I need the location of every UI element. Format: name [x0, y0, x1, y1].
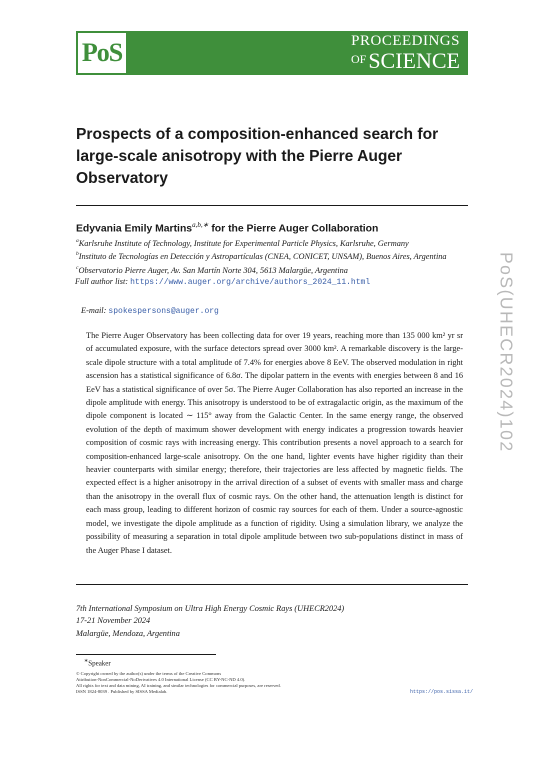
affiliation-mark: c [76, 264, 79, 271]
collaboration-name: for the Pierre Auger Collaboration [208, 223, 379, 235]
affiliation-c [76, 263, 471, 276]
author-name: Edyvania Emily Martins [76, 223, 193, 235]
footnote-text: Speaker [88, 659, 111, 668]
conference-info [76, 603, 344, 640]
title-rule-top [76, 205, 468, 206]
email-label: E-mail: [81, 306, 109, 315]
email-link[interactable]: spokespersons@auger.org [108, 307, 219, 316]
conference-name: 7th International Symposium on Ultra High Energy Cosmic Rays (UHECR2024) [76, 604, 345, 613]
of-science-line [351, 50, 460, 72]
pos-logo [78, 33, 126, 73]
footnote-rule [76, 654, 216, 655]
author-list-label: Full author list: [75, 276, 131, 286]
author-list-line [76, 276, 471, 289]
author-line [76, 221, 378, 234]
pos-logo-text: PoS [81, 38, 123, 67]
of-word: OF [350, 52, 367, 66]
pos-identifier [491, 222, 521, 482]
affiliation-mark: b [76, 251, 79, 258]
email-line [81, 306, 219, 316]
rights-line: All rights for text and data mining, AI training, and similar technologies for commercial purposes, are reserved. [76, 683, 281, 689]
issn-line: ISSN 1824-8039 . Published by SISSA Medialab. [76, 689, 168, 695]
pos-url-link[interactable]: https://pos.sissa.it/ [410, 689, 474, 695]
proceedings-of-science-wordmark [351, 34, 460, 72]
speaker-footnote [84, 658, 111, 667]
affiliation-a [76, 236, 471, 249]
pos-banner [76, 31, 468, 75]
pos-identifier-text: PoS(UHECR2024)102 [496, 251, 517, 453]
title-rule-bottom [76, 584, 468, 585]
affiliation-text: Observatorio Pierre Auger, Av. San Martín Norte 304, 5613 Malargüe, Argentina [78, 265, 348, 275]
affiliation-text: Instituto de Tecnologías en Detección y Astropartículas (CNEA, CONICET, UNSAM), Buenos Aires, Argentina [78, 252, 447, 262]
affiliation-text: Karlsruhe Institute of Technology, Institute for Experimental Particle Physics, Karlsruhe, Germany [78, 238, 409, 248]
license-line: Attribution-NonCommercial-NoDerivatives 4.0 International License (CC BY-NC-ND 4.0). [76, 677, 246, 683]
affiliations [76, 236, 471, 288]
conference-location: Malargüe, Mendoza, Argentina [76, 628, 180, 638]
science-word: SCIENCE [368, 48, 460, 73]
affiliation-mark: a [76, 238, 79, 244]
author-list-link[interactable]: https://www.auger.org/archive/authors_2024_11.html [130, 277, 371, 287]
author-marks: a,b,∗ [192, 221, 209, 229]
footnote-mark: ∗ [84, 659, 89, 664]
affiliation-b [76, 249, 471, 262]
conference-dates: 17-21 November 2024 [76, 616, 151, 626]
abstract: The Pierre Auger Observatory has been collecting data for over 19 years, reaching more than 135 000 km² yr sr of accumulated exposure, with the surface detectors spread over 3000 km². A remarkable discovery is the large-scale dipole structure with a total amplitude of 7.4% for energies above 8 EeV. The observed modulation in right ascension has a statistical significance of 6.8σ. The dipolar pattern in the events with energies between 8 and 16 EeV has a statistical significance of over 5σ. The Pierre Auger Collaboration has also reported an increase in the dipole amplitude with energy. This anisotropy is understood to be of extragalactic origin, as the maximum of the dipole component is located ∼ 115° away from the Galactic Center. In the same energy range, the observed evolution of the depth of maximum shower development with energy indicates a progression towards heavier composition of cosmic rays with increasing energy. This contribution presents a novel approach to a search for composition-enhanced large-scale anisotropy. On the one hand, lighter events have higher rigidity than their heavier counterparts with similar energy; therefore, their trajectories are less affected by magnetic fields. The expected effect is a higher anisotropy in the arrival direction of a subset of events with smaller mass and charge than the anisotropy in the overall flux of cosmic rays. On the other hand, the attenuation length is distinct for each mass group, leading to different horizon of cosmic ray sources for each of them. Under a source-agnostic model, we investigate the dipole amplitude as a function of rigidity. Using a simulation library, we analyze the possibility of measuring a separation in total dipole amplitude between two sub-populations distinct in mass of the Auger Phase I dataset. [86, 331, 463, 555]
copyright-line: © Copyright owned by the author(s) under the terms of the Creative Commons [76, 671, 222, 676]
proceedings-word: PROCEEDINGS [351, 33, 460, 49]
paper-title: Prospects of a composition-enhanced search for large-scale anisotropy with the Pierre Auger Observatory [76, 126, 439, 187]
copyright-block [76, 671, 281, 695]
